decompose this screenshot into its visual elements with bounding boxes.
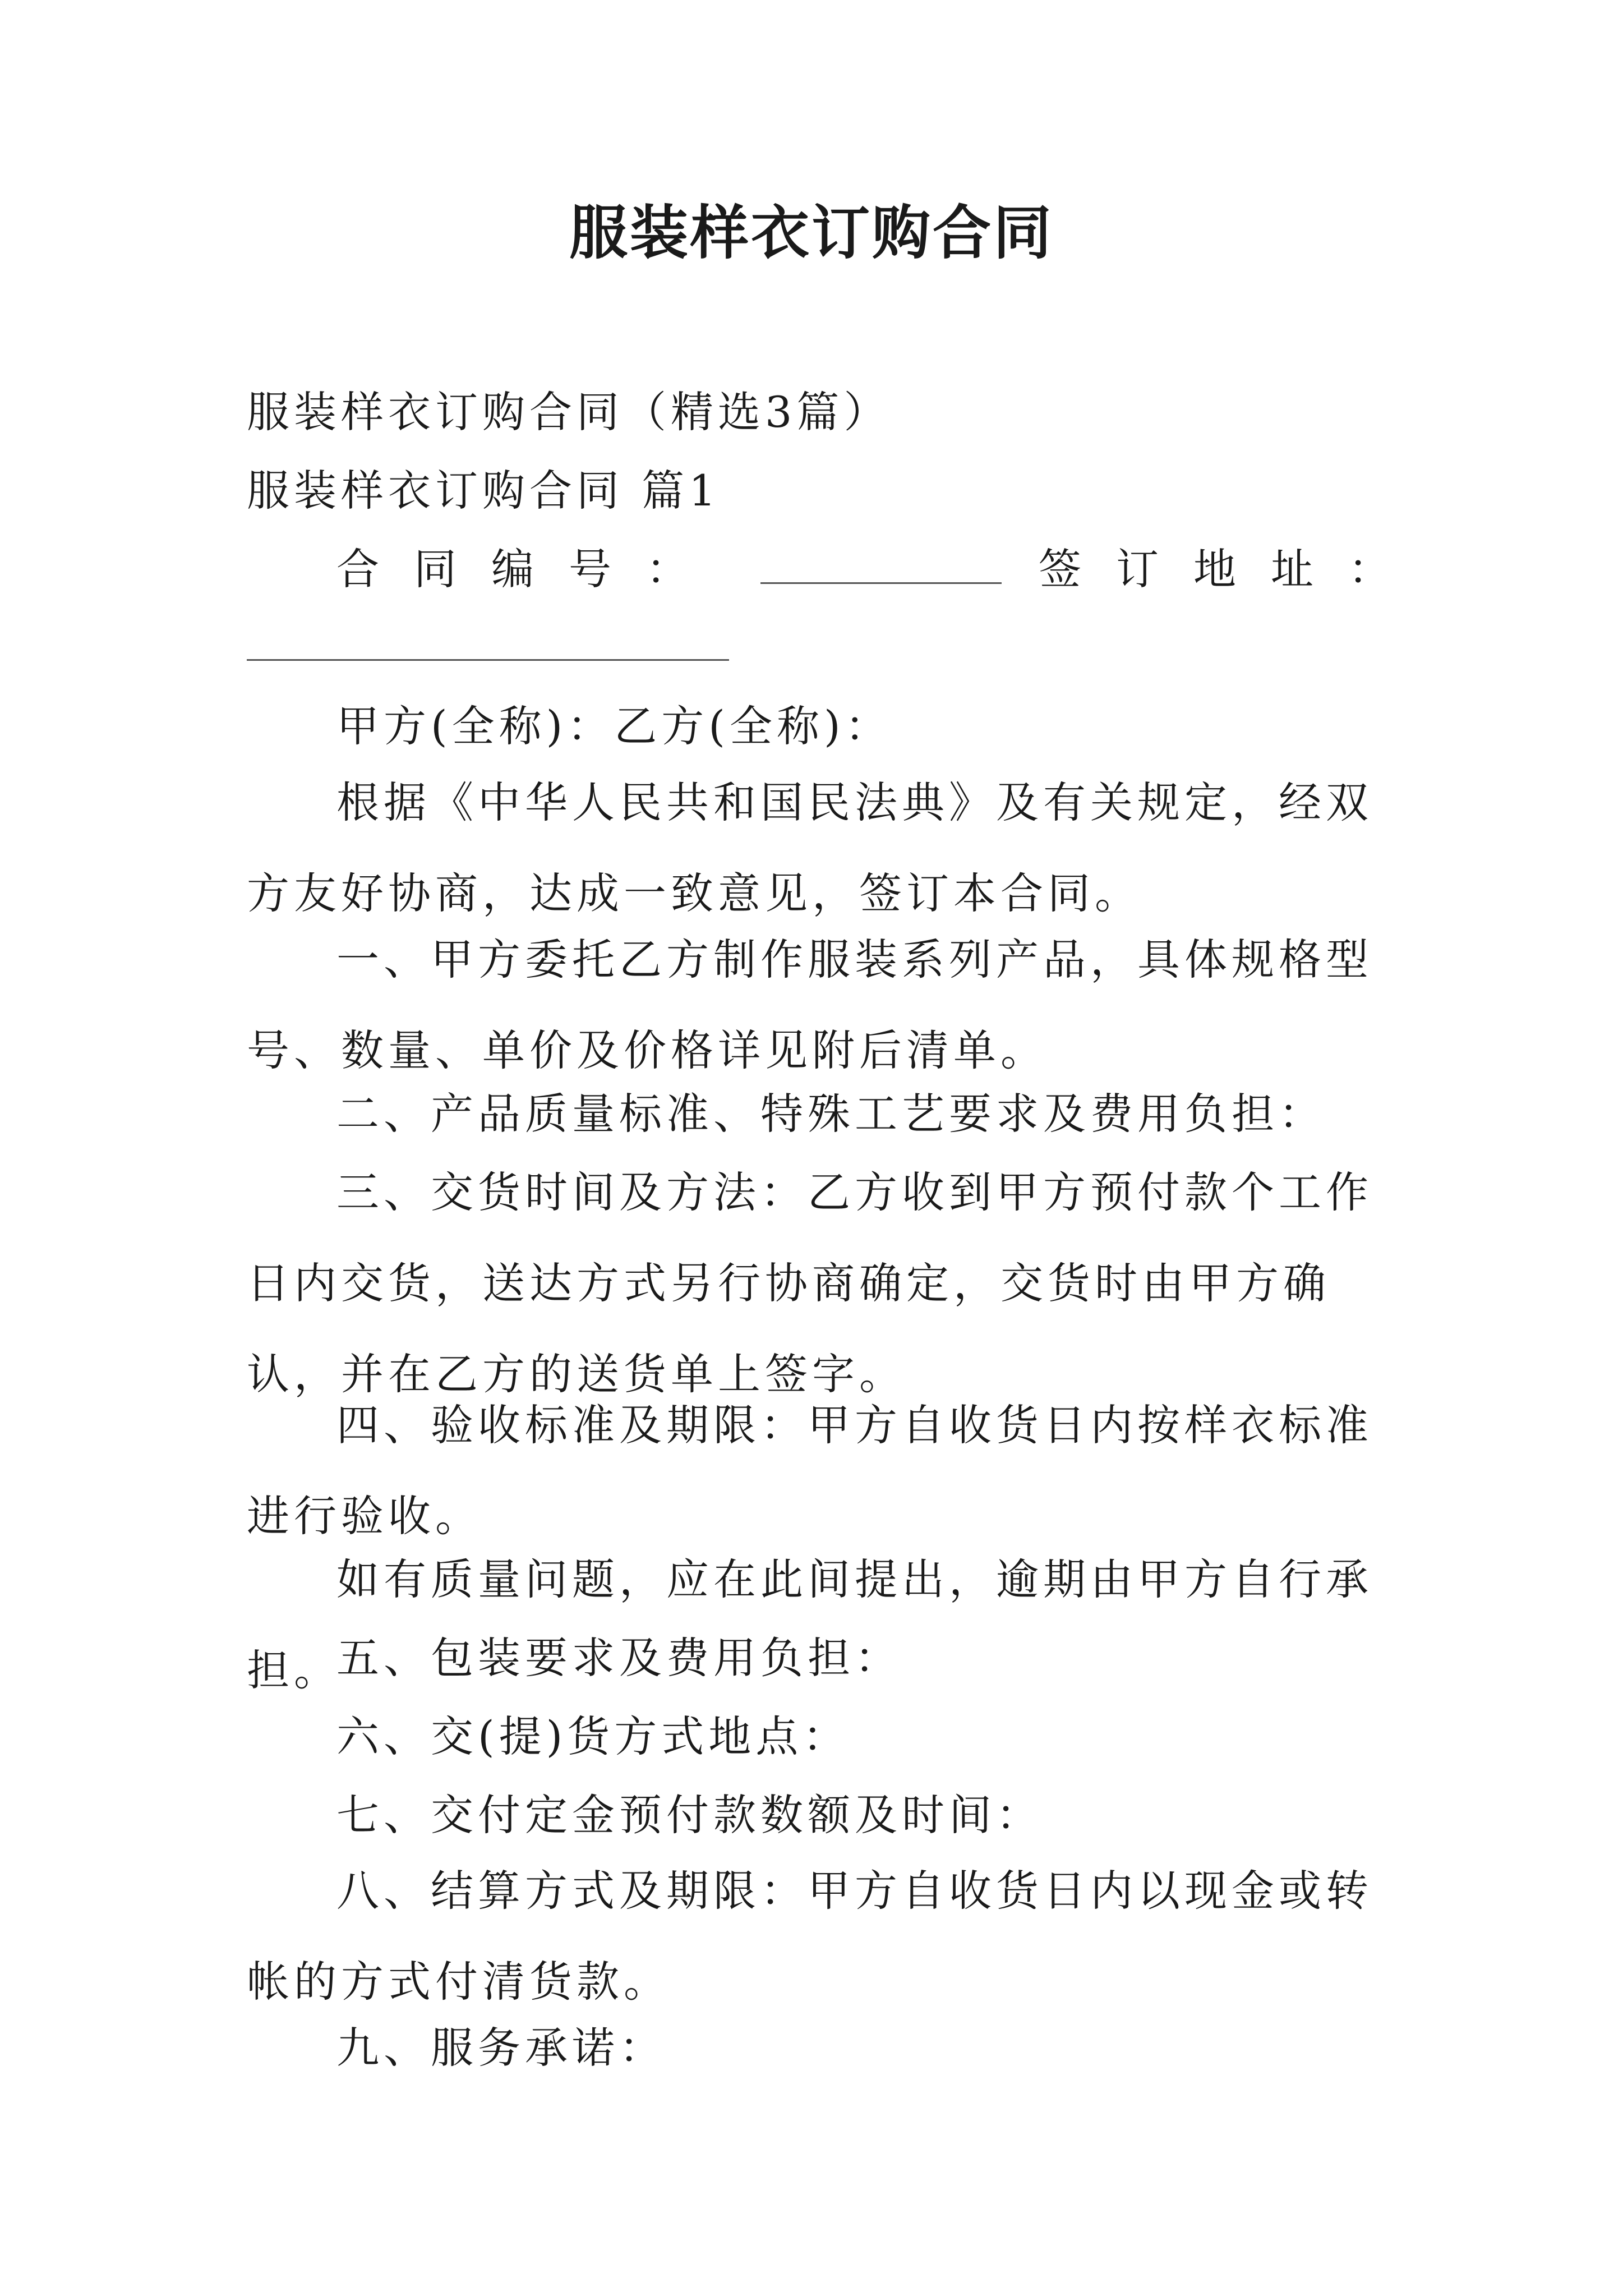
paragraph-text: 一、甲方委托乙方制作服装系列产品，具体规格型号、数量、单价及价格详见附后清单。 [247,935,1373,1075]
clause-9 [247,2003,1391,2093]
paragraph-text: 六、交(提)货方式地点： [336,1711,850,1761]
clause-5 [247,1613,1391,1704]
paragraph-text: 七、交付定金预付款数额及时间： [336,1790,1043,1840]
sign-address-blank [247,659,729,661]
paragraph-civil-code [247,757,1391,939]
paragraph-text: 五、包装要求及费用负担： [336,1633,902,1683]
paragraph-text: 三、交货时间及方法：乙方收到甲方预付款个工作日内交货，送达方式另行协商确定，交货时由甲方确认，并在乙方的送货单上签字。 [247,1167,1373,1399]
clause-8 [247,1846,1391,2027]
contract-info-row [336,539,1426,600]
paragraph-text: 四、验收标准及期限：甲方自收货日内按样衣标准进行验收。 [247,1400,1373,1541]
paragraph-text: 九、服务承诺： [336,2023,666,2073]
section-heading: 服装样衣订购合同 篇1 [247,466,721,516]
document-subtitle: 服装样衣订购合同（精选3篇） [247,387,891,437]
clause-6 [247,1691,1391,1782]
paragraph-text: 根据《中华人民共和国民法典》及有关规定，经双方友好协商，达成一致意见，签订本合同。 [247,777,1373,918]
contract-number-label: 合同编号： [336,544,723,594]
contract-number-blank [760,582,1002,584]
paragraph-text: 二、产品质量标准、特殊工艺要求及费用负担： [336,1089,1326,1139]
parties-line: 甲方(全称)：乙方(全称)： [336,701,892,751]
document-title: 服装样衣订购合同 [569,198,1054,267]
clause-3 [247,1147,1391,1420]
clause-2 [247,1069,1391,1159]
sign-address-label: 签订地址： [1039,544,1426,594]
paragraph-text: 如有质量问题，应在此间提出，逾期由甲方自行承担。 [247,1554,1373,1695]
paragraph-text: 八、结算方式及期限：甲方自收货日内以现金或转帐的方式付清货款。 [247,1866,1373,2007]
